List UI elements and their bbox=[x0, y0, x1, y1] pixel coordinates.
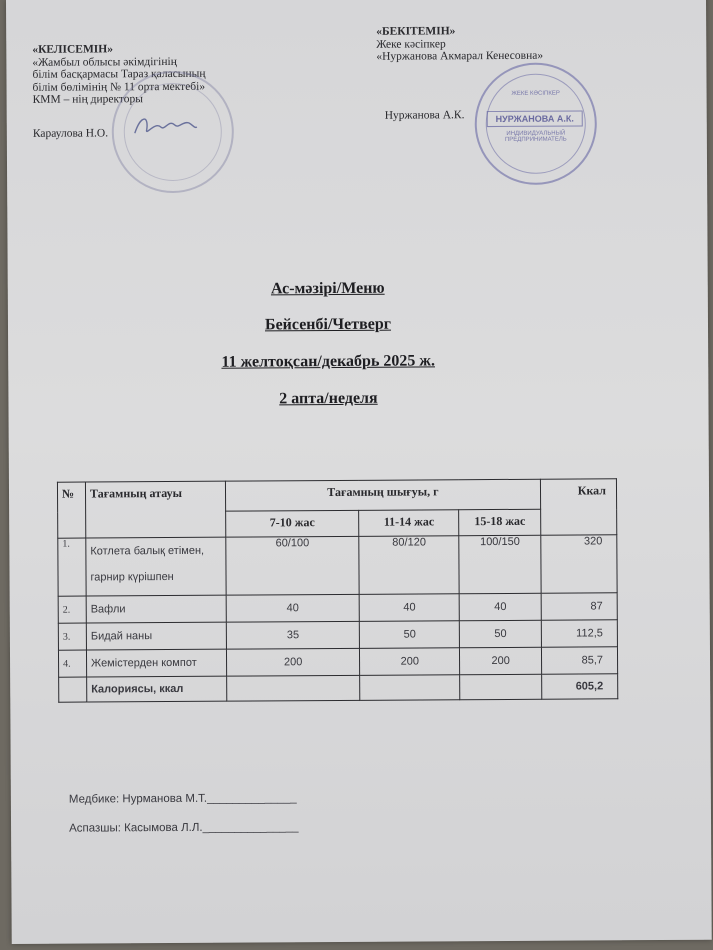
col-header-no: № bbox=[57, 482, 85, 538]
menu-table bbox=[57, 478, 618, 702]
row-number: 1. bbox=[58, 538, 86, 596]
entrepreneur-name: Нуржанова А.К. bbox=[384, 109, 465, 122]
nurse-signature-line: Медбике: Нурманова М.Т.______________ bbox=[68, 792, 297, 806]
signature-left bbox=[131, 111, 201, 141]
org-line-4: КММ – нің директоры bbox=[32, 93, 144, 106]
portion-7-10: 60/100 bbox=[226, 536, 360, 595]
table-row bbox=[58, 620, 617, 650]
portion-15-18: 200 bbox=[460, 647, 542, 674]
col-header-age-7-10: 7-10 жас bbox=[225, 510, 359, 537]
dish-name: Жемістерден компот bbox=[86, 649, 226, 677]
portion-7-10: 40 bbox=[226, 594, 360, 622]
table-row bbox=[58, 535, 617, 596]
week-title: 2 апта/неделя bbox=[279, 389, 378, 408]
dish-name bbox=[86, 537, 226, 596]
portion-11-14: 80/120 bbox=[359, 536, 459, 595]
col-header-kcal: Ккал bbox=[541, 479, 617, 535]
entrepreneur-line-2: «Нуржанова Акмарал Кенесовна» bbox=[376, 49, 544, 63]
col-header-yield: Тағамның шығуы, г bbox=[225, 479, 541, 511]
dish-name-line-1: Котлета балық етімен, bbox=[90, 544, 205, 558]
total-row bbox=[59, 674, 618, 702]
stamp-bottom-text: ИНДИВИДУАЛЬНЫЙ ПРЕДПРИНИМАТЕЛЬ bbox=[504, 130, 567, 143]
dish-name: Вафли bbox=[86, 595, 226, 623]
portion-15-18: 50 bbox=[459, 620, 541, 647]
day-title: Бейсенбі/Четверг bbox=[264, 315, 392, 334]
dish-kcal: 85,7 bbox=[542, 647, 618, 674]
stamp-name-box: НУРЖАНОВА А.К. bbox=[487, 110, 583, 127]
stamp-top-text: ЖЕКЕ КӘСІПКЕР bbox=[511, 90, 560, 97]
row-number: 4. bbox=[58, 650, 86, 677]
dish-kcal: 87 bbox=[541, 593, 617, 620]
row-number: 3. bbox=[58, 623, 86, 650]
entrepreneur-line-1: Жеке кәсіпкер bbox=[376, 37, 446, 51]
portion-11-14: 200 bbox=[360, 648, 460, 676]
row-number: 2. bbox=[58, 596, 86, 623]
portion-15-18: 40 bbox=[459, 593, 541, 620]
dish-name-line-2: гарнир күрішпен bbox=[90, 570, 174, 584]
agreed-label: «КЕЛІСЕМІН» bbox=[32, 43, 113, 56]
total-empty-1 bbox=[226, 675, 360, 701]
col-header-age-11-14: 11-14 жас bbox=[359, 510, 459, 537]
director-name: Караулова Н.О. bbox=[32, 127, 109, 140]
org-line-2: білім басқармасы Тараз қаласының bbox=[32, 67, 206, 81]
table-row bbox=[58, 593, 617, 623]
org-line-1: «Жамбыл облысы әкімдігінің bbox=[32, 55, 177, 69]
approval-block-right bbox=[376, 24, 626, 63]
approved-label: «БЕКІТЕМІН» bbox=[376, 25, 456, 38]
portion-11-14: 40 bbox=[360, 594, 460, 622]
total-kcal: 605,2 bbox=[542, 674, 618, 699]
table-row bbox=[58, 647, 617, 677]
dish-kcal: 320 bbox=[541, 535, 617, 593]
portion-15-18: 100/150 bbox=[459, 535, 541, 593]
portion-7-10: 35 bbox=[226, 621, 360, 649]
total-empty-3 bbox=[460, 674, 542, 699]
col-header-name: Тағамның атауы bbox=[85, 481, 225, 538]
portion-7-10: 200 bbox=[226, 648, 360, 676]
org-line-3: білім бөлімінің № 11 орта мектебі» bbox=[32, 80, 206, 94]
dish-kcal: 112,5 bbox=[541, 620, 617, 647]
total-empty-no bbox=[59, 677, 87, 702]
dish-name: Бидай наны bbox=[86, 622, 226, 650]
total-label: Калориясы, ккал bbox=[87, 676, 227, 702]
portion-11-14: 50 bbox=[360, 621, 460, 649]
document-page bbox=[6, 0, 712, 944]
col-header-age-15-18: 15-18 жас bbox=[459, 509, 541, 535]
total-empty-2 bbox=[360, 675, 460, 701]
menu-title: Ас-мәзірі/Меню bbox=[270, 279, 385, 298]
cook-signature-line: Аспазшы: Касымова Л.Л._______________ bbox=[69, 821, 299, 835]
entrepreneur-stamp bbox=[474, 62, 597, 185]
date-title: 11 желтоқсан/декабрь 2025 ж. bbox=[221, 352, 436, 371]
